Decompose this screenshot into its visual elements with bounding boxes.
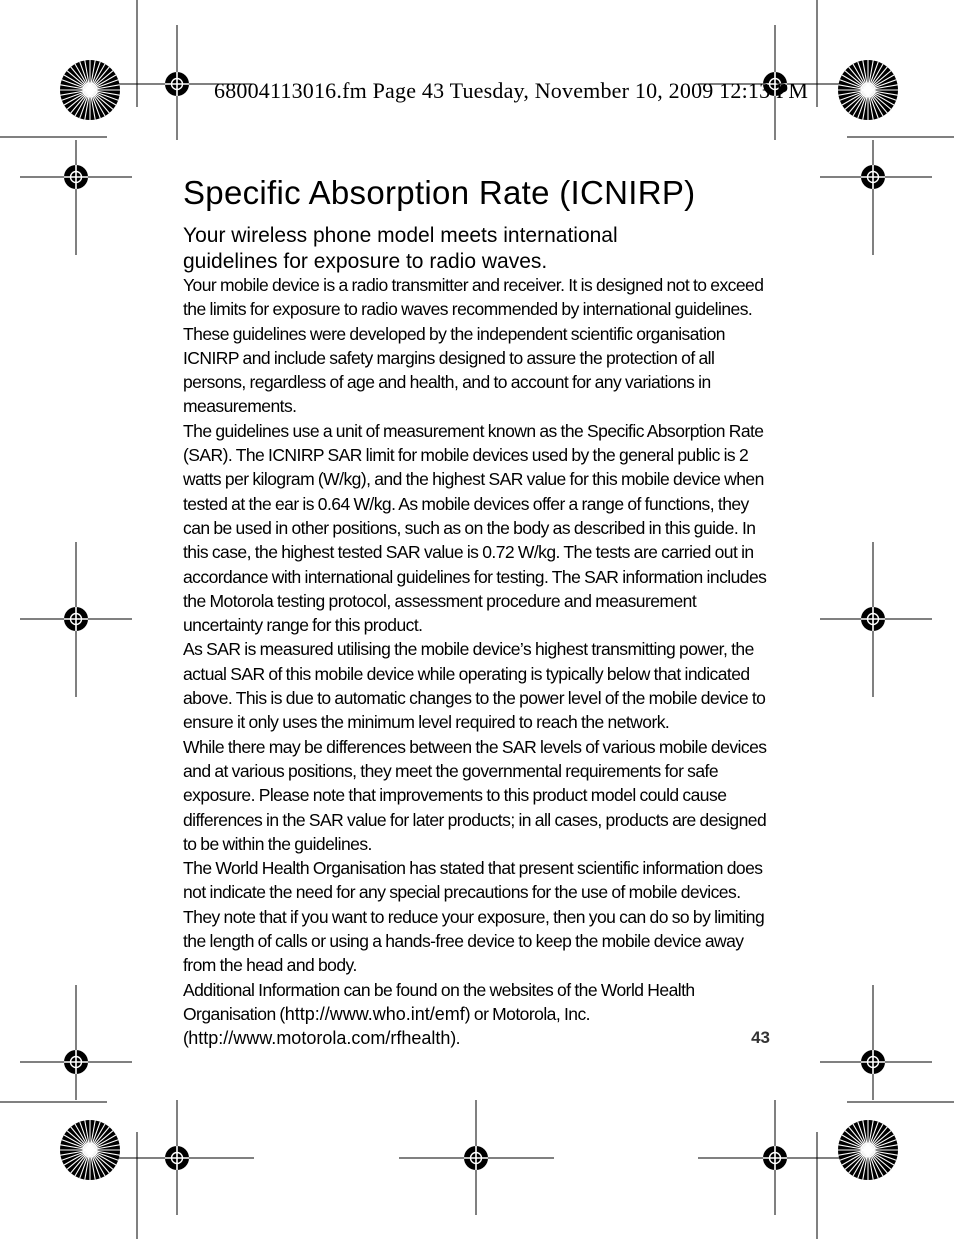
motorola-link[interactable]: http://www.motorola.com/rfhealth [188,1028,451,1049]
starburst-mark-icon [838,60,898,120]
registration-mark-icon [464,1146,488,1170]
starburst-mark-icon [60,1120,120,1180]
registration-mark-icon [861,165,885,189]
page-title: Specific Absorption Rate (ICNIRP) [183,174,696,211]
registration-mark-icon [861,1050,885,1074]
paragraph: As SAR is measured utilising the mobile device’s highest transmitting power, the actual SAR of this mobile device while operating is typically below that indicated above. This is due to automatic changes to the power level of the mobile device to ensure it only uses the minimum level required to reach the network. [183,639,766,733]
starburst-mark-icon [60,60,120,120]
body-text [183,273,769,1051]
paragraph: The World Health Organisation has stated that present scientific information does not indicate the need for any special precautions for the use of mobile devices. They note that if you want to reduce your exposure, then you can do so by limiting the length of calls or using a hands-free device to keep the mobile device away from the head and body. [183,858,765,976]
paragraph: While there may be differences between the SAR levels of various mobile devices and at various positions, they meet the governmental requirements for safe exposure. Please note that improvements to this product model could cause differences in the SAR value for later products; in all cases, products are designed to be within the guidelines. [183,736,767,854]
registration-mark-icon [64,1050,88,1074]
text-segment: ). [450,1028,460,1049]
section-subtitle: Your wireless phone model meets international guidelines for exposure to radio waves. [183,224,618,273]
paragraph: Your mobile device is a radio transmitter and receiver. It is designed not to exceed the limits for exposure to radio waves recommended by international guidelines. These guidelines were developed by the independent scientific organisation ICNIRP and include safety margins designed to assure the protection of all persons, regardless of age and health, and to account for any variations in measurements. [183,275,764,417]
text-segment: Additional Information can be found on the websites of the World Health Organisation ( [183,979,695,1024]
who-link[interactable]: http://www.who.int/emf [284,1003,465,1024]
page-number: 43 [751,1028,770,1047]
registration-mark-icon [165,1146,189,1170]
registration-mark-icon [64,165,88,189]
registration-mark-icon [165,72,189,96]
registration-mark-icon [763,1146,787,1170]
paragraph-additional-info [183,978,769,1051]
starburst-mark-icon [838,1120,898,1180]
registration-mark-icon [64,607,88,631]
registration-mark-icon [861,607,885,631]
file-header: 68004113016.fm Page 43 Tuesday, November 10, 2009 12:13 PM [214,78,809,103]
paragraph: The guidelines use a unit of measurement known as the Specific Absorption Rate (SAR). The ICNIRP SAR limit for mobile devices used by the general public is 2 watts per kilogram (W/kg), and the highest SAR value for this mobile device when tested at the ear is 0.64 W/kg. As mobile devices offer a range of functions, they can be used in other positions, such as on the body as described in this guide. In this case, the highest tested SAR value is 0.72 W/kg. The tests are carried out in accordance with international guidelines for testing. The SAR information includes the Motorola testing protocol, assessment procedure and measurement uncertainty range for this product. [183,420,767,636]
text-segment: ) or Motorola, Inc. ( [183,1003,590,1049]
